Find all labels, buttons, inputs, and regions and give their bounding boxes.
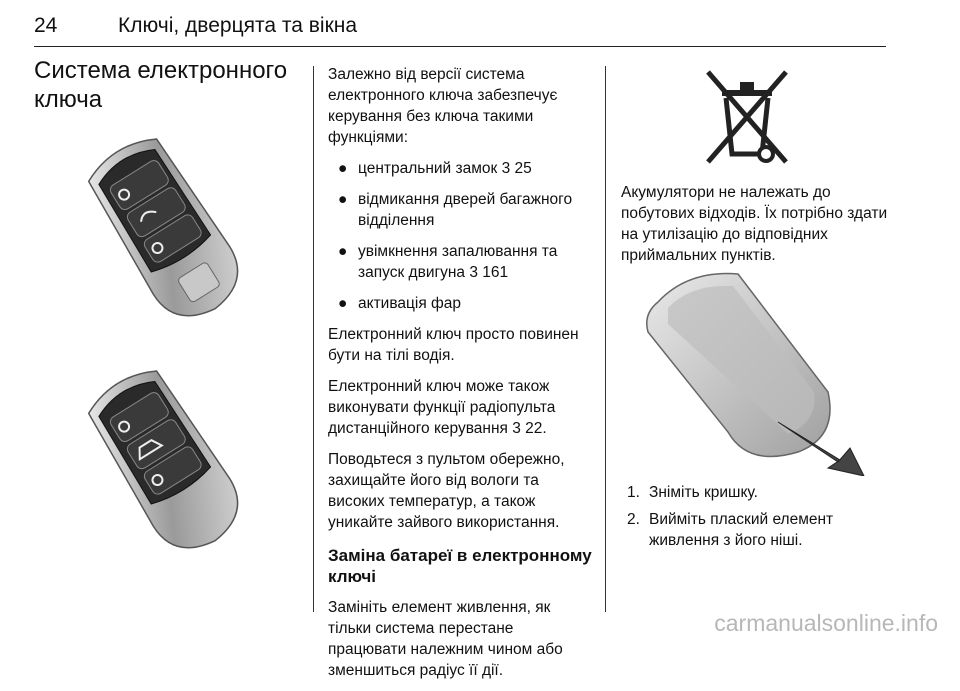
- list-item: 2. Вийміть плаский елемент живлення з його ніші.: [627, 511, 834, 549]
- list-item: ● увімкнення запалювання та запуск двигуна 3 161: [338, 243, 558, 281]
- column-3: [621, 64, 889, 276]
- column-divider-1: [313, 66, 314, 612]
- page-header: [34, 4, 886, 47]
- key-fob-illustration-2: [70, 360, 260, 560]
- list-item: ● активація фар: [338, 295, 462, 312]
- bullet-icon: ●: [338, 191, 348, 208]
- list-item: 1. Зніміть кришку.: [627, 484, 758, 501]
- steps-list: [621, 482, 889, 551]
- section-title: Система електронного ключа: [34, 57, 288, 113]
- column-1: [34, 56, 304, 114]
- recycling-note: Акумулятори не належать до побутових відходів. Їх потрібно здати на утилізацію до відповідних приймальних пунктів.: [621, 184, 888, 264]
- bullet-icon: ●: [338, 160, 348, 177]
- feature-list: [328, 158, 592, 314]
- column-divider-2: [605, 66, 606, 612]
- subheading: Заміна батареї в електронному ключі: [328, 546, 592, 586]
- paragraph: Замініть елемент живлення, як тільки система перестане працювати належним чином або зменшиться радіус її дії.: [328, 599, 563, 679]
- intro-text: Залежно від версії система електронного ключа забезпечує керування без ключа такими функціями:: [328, 66, 558, 146]
- list-item: ● відмикання дверей багажного відділення: [338, 191, 573, 229]
- key-fob-cover-illustration: [628, 262, 884, 476]
- steps-block: [621, 482, 889, 557]
- watermark: carmanualsonline.info: [714, 610, 938, 636]
- bullet-icon: ●: [338, 243, 348, 260]
- paragraph: Електронний ключ може також виконувати функції радіопульта дистанційного керування 3 22.: [328, 378, 556, 437]
- paragraph: Електронний ключ просто повинен бути на тілі водія.: [328, 326, 579, 364]
- list-item: ● центральний замок 3 25: [338, 160, 532, 177]
- page-number: 24: [34, 14, 58, 37]
- bullet-icon: ●: [338, 295, 348, 312]
- column-2: [328, 64, 592, 691]
- key-fob-illustration-1: [70, 128, 260, 328]
- chapter-title: Ключі, дверцята та вікна: [118, 14, 358, 37]
- paragraph: Поводьтеся з пультом обережно, захищайте його від вологи та високих температур, а також уникайте зайвого використання.: [328, 451, 565, 531]
